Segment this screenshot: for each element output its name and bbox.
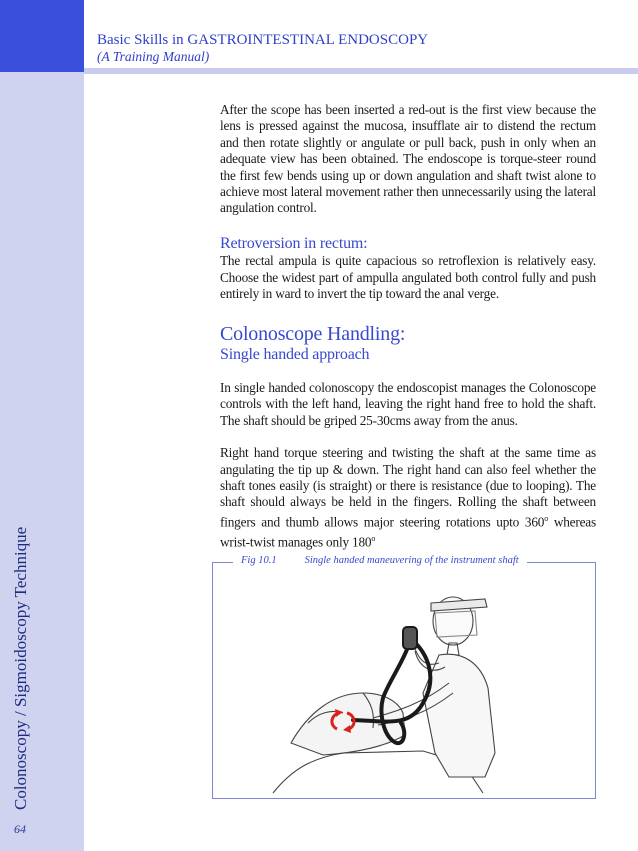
chapter-title-vertical: Colonoscopy / Sigmoidoscopy Technique — [11, 526, 30, 810]
figure-caption-text: Single handed maneuvering of the instrument shaft — [304, 555, 519, 566]
retroversion-heading: Retroversion in rectum: — [220, 234, 368, 252]
degree-mark: o — [371, 533, 376, 543]
endoscopist-illustration — [213, 563, 595, 798]
intro-paragraph: After the scope has been inserted a red-out is the first view because the lens is pressed against the mucosa, insufflate air to distend the rectum and then rotate slightly or angulate or pull back, push in only when an adequate view has been obtained. The endoscope is torque-steer round the first few bends using up or down angulation and shaft twist alone to achieve most lateral movement rather then unnecessarily using the lateral angulation control. — [220, 102, 596, 216]
handling-heading: Colonoscope Handling: — [220, 323, 406, 346]
retroversion-paragraph: The rectal ampula is quite capacious so retroflexion is relatively easy. Choose the widest part of ampulla angulated both control fully and push entirely in ward to invert the tip toward the anal verge. — [220, 253, 596, 302]
figure-frame — [212, 555, 596, 799]
degree-mark: o — [544, 513, 549, 523]
handling-subheading: Single handed approach — [220, 346, 370, 364]
header-rule — [84, 68, 638, 74]
book-subtitle: (A Training Manual) — [97, 49, 210, 64]
handling-paragraph-1: In single handed colonoscopy the endoscopist manages the Colonoscope controls with the left hand, leaving the right hand free to hold the shaft. The shaft should be griped 25-30cms away from the anus. — [220, 379, 596, 428]
figure-number: Fig 10.1 — [241, 555, 277, 566]
book-title: Basic Skills in GASTROINTESTINAL ENDOSCOPY — [97, 32, 429, 48]
handling-paragraph-2 — [220, 445, 596, 550]
handling-paragraph-2-mid: whereas wrist-twist manages only 180 — [220, 514, 596, 549]
handling-paragraph-2-main: Right hand torque steering and twisting the shaft at the same time as angulating the tip up & down. The right hand can also feel whether the shaft tones easily (is straight) or there is resistance (due to looping). The shaft should always be held in the fingers. Rolling the shaft between fingers and thumb allows major steering rotations upto 360 — [220, 445, 596, 530]
page-number: 64 — [14, 822, 26, 836]
corner-accent-block — [0, 0, 84, 72]
main-content — [220, 102, 596, 550]
